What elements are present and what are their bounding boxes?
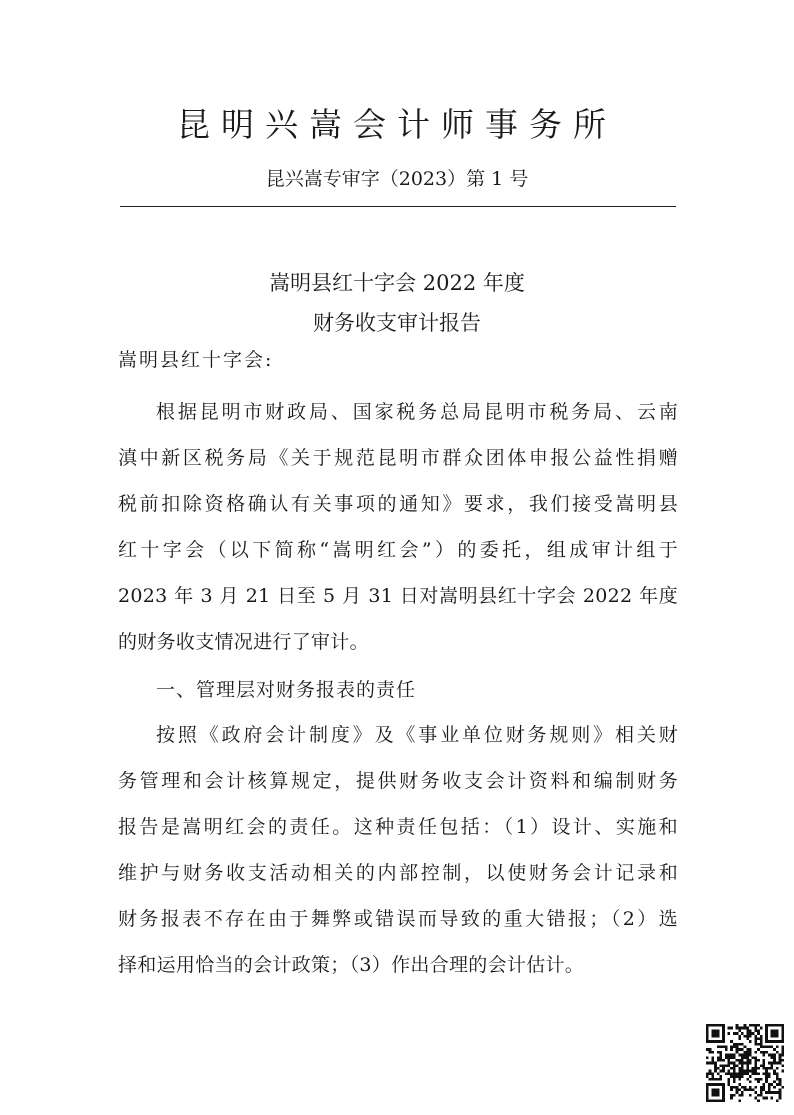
header-divider xyxy=(120,206,676,207)
paragraph-line: 按照《政府会计制度》及《事业单位财务规则》相关财 xyxy=(156,724,678,746)
paragraph-line: 红十字会（以下简称“嵩明红会”）的委托，组成审计组于 xyxy=(118,539,678,561)
paragraph-line: 务管理和会计核算规定，提供财务收支会计资料和编制财务 xyxy=(118,770,678,792)
paragraph-line: 税前扣除资格确认有关事项的通知》要求，我们接受嵩明县 xyxy=(118,493,678,515)
firm-name: 昆明兴嵩会计师事务所 xyxy=(177,105,617,144)
document-number: 昆兴嵩专审字（2023）第 1 号 xyxy=(265,168,529,190)
paragraph-line: 维护与财务收支活动相关的内部控制，以使财务会计记录和 xyxy=(118,862,678,884)
addressee: 嵩明县红十字会: xyxy=(118,349,274,371)
qr-code-icon xyxy=(706,1024,784,1102)
paragraph-line: 财务报表不存在由于舞弊或错误而导致的重大错报；（2）选 xyxy=(118,908,678,930)
paragraph-line: 择和运用恰当的会计政策；（3）作出合理的会计估计。 xyxy=(118,954,585,976)
report-title-line2: 财务收支审计报告 xyxy=(313,311,481,335)
paragraph-line: 报告是嵩明红会的责任。这种责任包括：（1）设计、实施和 xyxy=(118,816,678,838)
paragraph-line: 的财务收支情况进行了审计。 xyxy=(118,631,369,653)
paragraph-responsibility xyxy=(118,712,678,988)
paragraph-engagement xyxy=(118,389,678,665)
paragraph-line: 根据昆明市财政局、国家税务总局昆明市税务局、云南 xyxy=(156,401,678,423)
report-title-line1: 嵩明县红十字会 2022 年度 xyxy=(269,271,525,295)
section-heading: 一、管理层对财务报表的责任 xyxy=(156,679,417,701)
paragraph-line: 2023 年 3 月 21 日至 5 月 31 日对嵩明县红十字会 2022 年度 xyxy=(118,585,678,607)
paragraph-line: 滇中新区税务局《关于规范昆明市群众团体申报公益性捐赠 xyxy=(118,447,678,469)
